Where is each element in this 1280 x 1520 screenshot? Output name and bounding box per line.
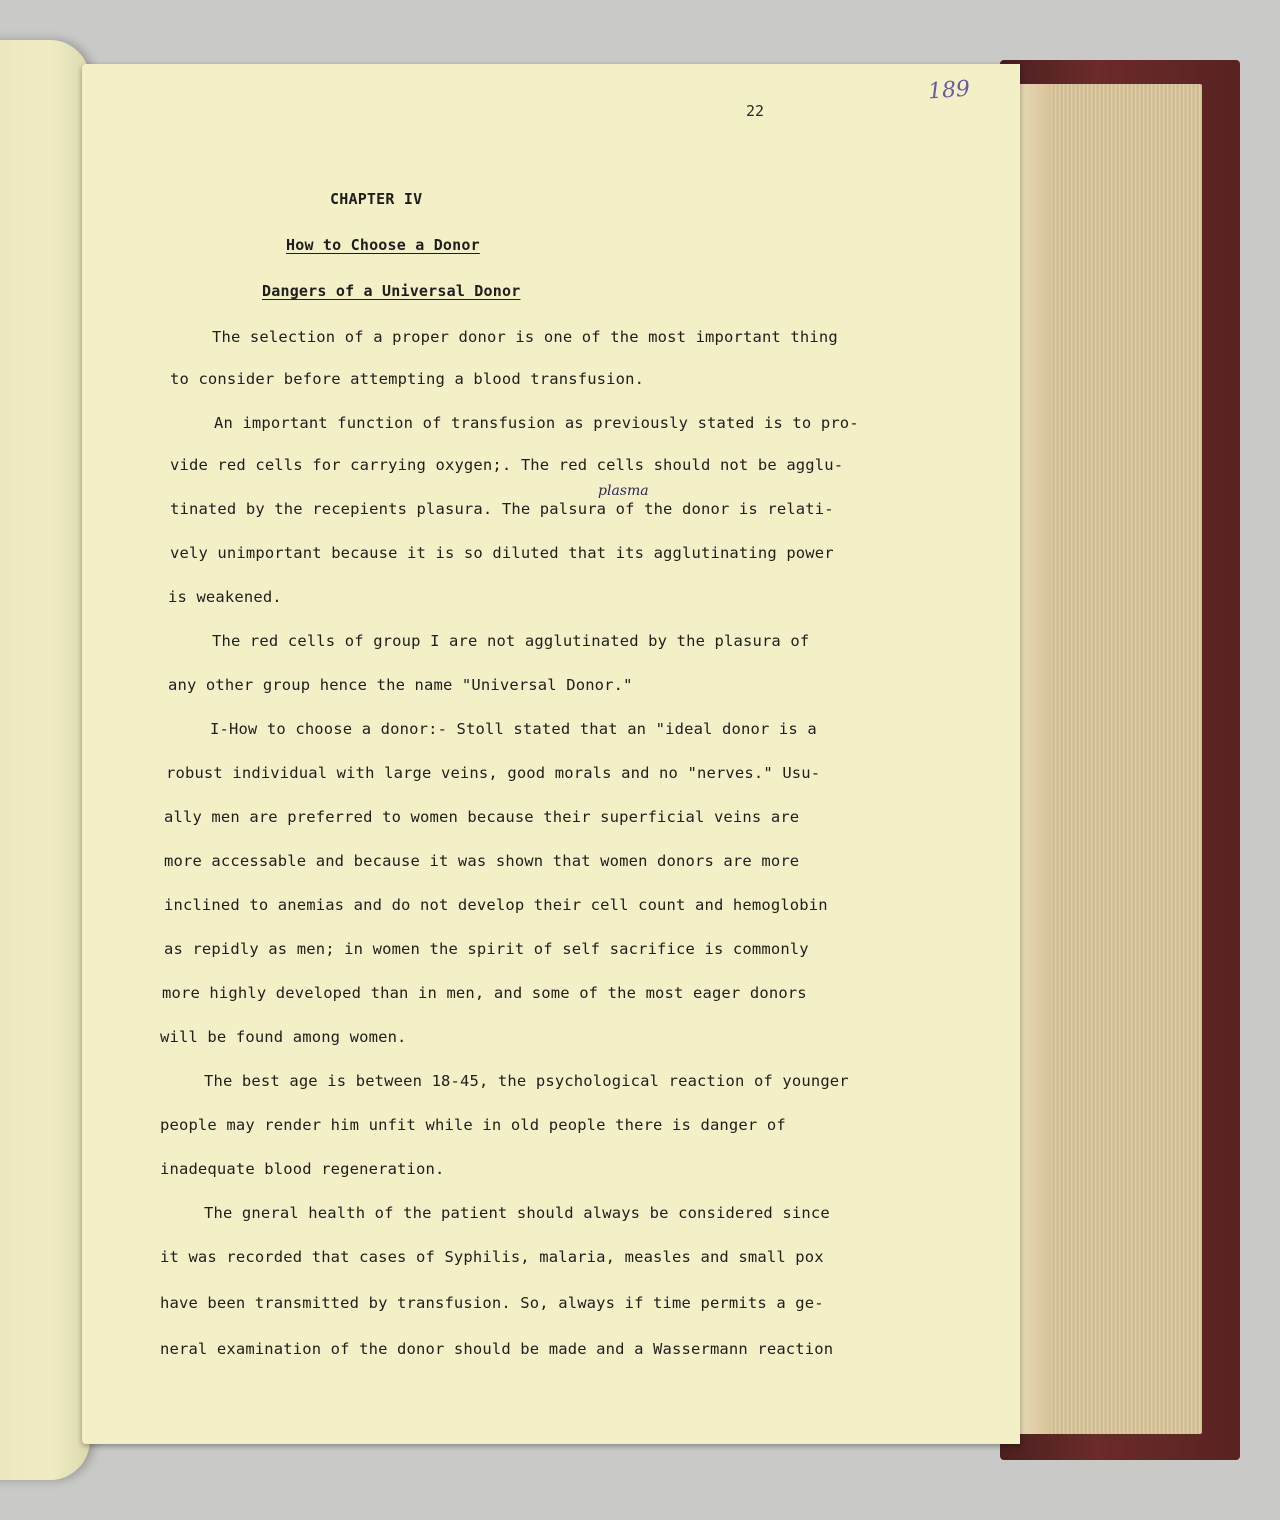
- handwritten-correction: plasma: [598, 483, 649, 499]
- body-line: people may render him unfit while in old people there is danger of: [160, 1116, 786, 1134]
- body-line: as repidly as men; in women the spirit of self sacrifice is commonly: [164, 940, 809, 958]
- heading-universal-donor: Dangers of a Universal Donor: [262, 282, 521, 300]
- body-line: I-How to choose a donor:- Stoll stated that an "ideal donor is a: [210, 720, 817, 738]
- page-number: 22: [746, 102, 765, 120]
- body-line: The best age is between 18-45, the psychological reaction of younger: [204, 1072, 849, 1090]
- body-line: to consider before attempting a blood transfusion.: [170, 370, 645, 388]
- body-line: more highly developed than in men, and some of the most eager donors: [162, 984, 807, 1002]
- body-line: vely unimportant because it is so diluted that its agglutinating power: [170, 544, 834, 562]
- body-line: ally men are preferred to women because their superficial veins are: [164, 808, 800, 826]
- body-line: tinated by the recepients plasura. The palsura of the donor is relati-: [170, 500, 834, 518]
- body-line: vide red cells for carrying oxygen;. The red cells should not be agglu-: [170, 456, 844, 474]
- body-line: inclined to anemias and do not develop their cell count and hemoglobin: [164, 896, 828, 914]
- body-line: The gneral health of the patient should always be considered since: [204, 1204, 830, 1222]
- body-line: The selection of a proper donor is one of the most important thing: [212, 328, 838, 346]
- body-line: is weakened.: [168, 588, 282, 606]
- body-line: inadequate blood regeneration.: [160, 1160, 445, 1178]
- body-line: neral examination of the donor should be made and a Wassermann reaction: [160, 1340, 834, 1358]
- body-line: robust individual with large veins, good morals and no "nerves." Usu-: [166, 764, 821, 782]
- folio-annotation: 189: [927, 76, 971, 105]
- body-line: more accessable and because it was shown that women donors are more: [164, 852, 800, 870]
- previous-page: [0, 40, 90, 1480]
- body-line: An important function of transfusion as previously stated is to pro-: [214, 414, 859, 432]
- body-line: have been transmitted by transfusion. So, always if time permits a ge-: [160, 1294, 824, 1312]
- typed-page: [82, 64, 1020, 1444]
- body-line: The red cells of group I are not agglutinated by the plasura of: [212, 632, 810, 650]
- body-line: it was recorded that cases of Syphilis, malaria, measles and small pox: [160, 1248, 824, 1266]
- body-line: any other group hence the name "Universal Donor.": [168, 676, 633, 694]
- body-line: will be found among women.: [160, 1028, 407, 1046]
- chapter-title: CHAPTER IV: [330, 190, 423, 208]
- heading-choose-donor: How to Choose a Donor: [286, 236, 480, 254]
